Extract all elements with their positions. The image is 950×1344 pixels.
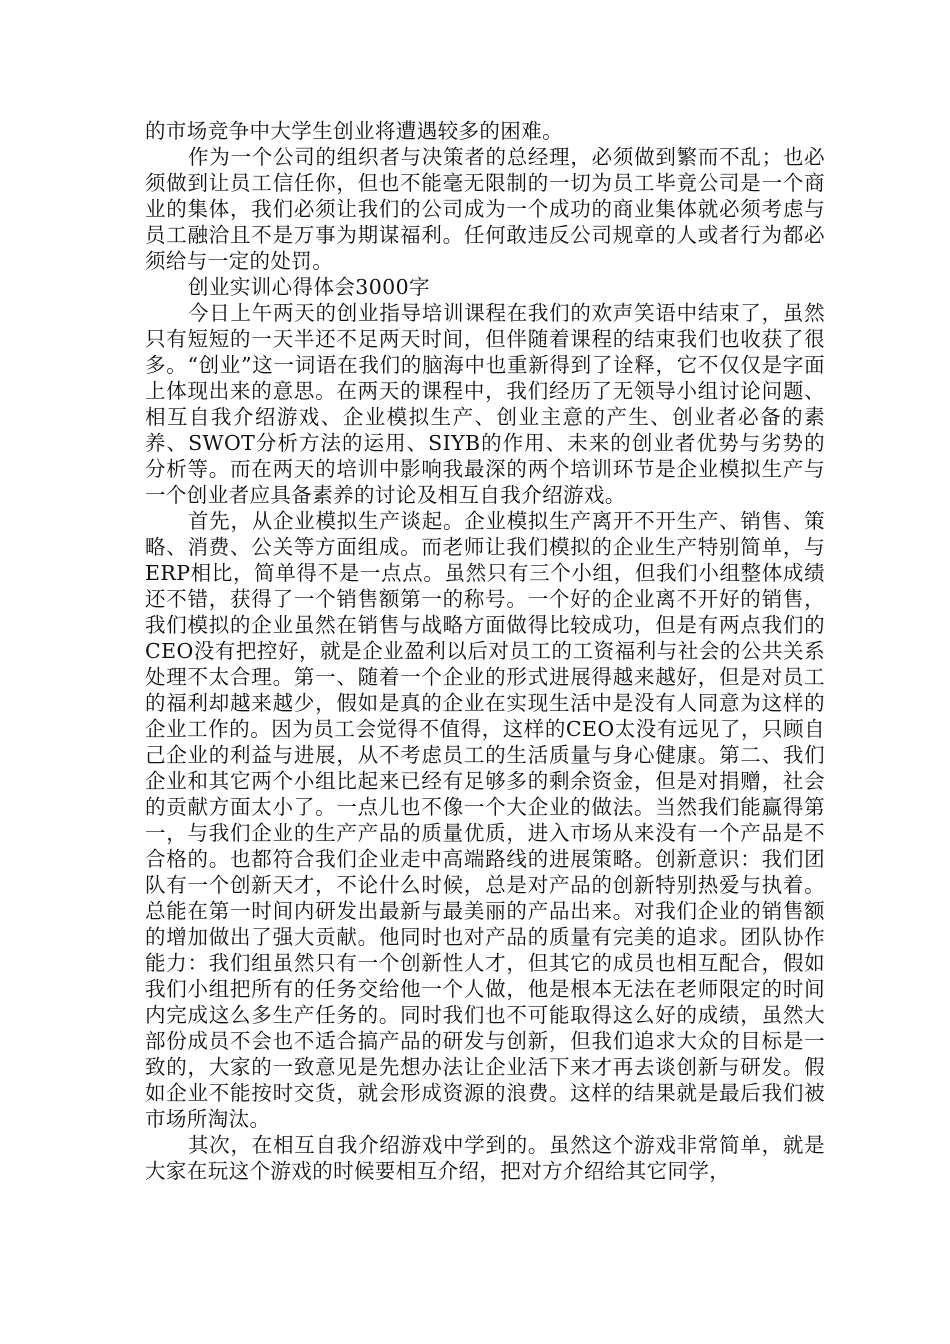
paragraph-manager-duties: 作为一个公司的组织者与决策者的总经理，必须做到繁而不乱；也必须做到让员工信任你，但也不能毫无限制的一切为员工毕竟公司是一个商业的集体，我们必须让我们的公司成为一个成功的商业集体就必须考虑与员工融洽且不是万事为期谋福利。任何敢违反公司规章的人或者行为都必须给与一定的处罚。 [145, 145, 825, 273]
section-title: 创业实训心得体会3000字 [188, 275, 430, 299]
paragraph-self-introduction-game: 其次，在相互自我介绍游戏中学到的。虽然这个游戏非常简单，就是大家在玩这个游戏的时候要相互介绍，把对方介绍给其它同学， [145, 1133, 825, 1183]
paragraph-continuation: 的市场竞争中大学生创业将遭遇较多的困难。 [145, 119, 563, 143]
document-body [145, 118, 825, 1184]
paragraph-training-overview: 今日上午两天的创业指导培训课程在我们的欢声笑语中结束了，虽然只有短短的一天半还不足两天时间，但伴随着课程的结束我们也收获了很多。“创业”这一词语在我们的脑海中也重新得到了诠释，它不仅仅是字面上体现出来的意思。在两天的课程中，我们经历了无领导小组讨论问题、相互自我介绍游戏、企业模拟生产、创业主意的产生、创业者必备的素养、SWOT分析方法的运用、SIYB的作用、未来的创业者优势与劣势的分析等。而在两天的培训中影响我最深的两个培训环节是企业模拟生产与一个创业者应具备素养的讨论及相互自我介绍游戏。 [145, 301, 825, 507]
paragraph-enterprise-simulation: 首先，从企业模拟生产谈起。企业模拟生产离开不开生产、销售、策略、消费、公关等方面组成。而老师让我们模拟的企业生产特别简单，与ERP相比，简单得不是一点点。虽然只有三个小组，但我们小组整体成绩还不错，获得了一个销售额第一的称号。一个好的企业离不开好的销售，我们模拟的企业虽然在销售与战略方面做得比较成功，但是有两点我们的CEO没有把控好，就是企业盈利以后对员工的工资福利与社会的公共关系处理不太合理。第一、随着一个企业的形式进展得越来越好，但是对员工的福利却越来越少，假如是真的企业在实现生活中是没有人同意为这样的企业工作的。因为员工会觉得不值得，这样的CEO太没有远见了，只顾自己企业的利益与进展，从不考虑员工的生活质量与身心健康。第二、我们企业和其它两个小组比起来已经有足够多的剩余资金，但是对捐赠，社会的贡献方面太小了。一点儿也不像一个大企业的做法。当然我们能赢得第一，与我们企业的生产产品的质量优质，进入市场从来没有一个产品是不合格的。也都符合我们企业走中高端路线的进展策略。创新意识：我们团队有一个创新天才，不论什么时候，总是对产品的创新特别热爱与执着。总能在第一时间内研发出最新与最美丽的产品出来。对我们企业的销售额的增加做出了强大贡献。他同时也对产品的质量有完美的追求。团队协作能力：我们组虽然只有一个创新性人才，但其它的成员也相互配合，假如我们小组把所有的任务交给他一个人做，他是根本无法在老师限定的时间内完成这么多生产任务的。同时我们也不可能取得这么好的成绩，虽然大部份成员不会也不适合搞产品的研发与创新，但我们追求大众的目标是一致的，大家的一致意见是先想办法让企业活下来才再去谈创新与研发。假如企业不能按时交货，就会形成资源的浪费。这样的结果就是最后我们被市场所淘汰。 [145, 509, 825, 1131]
